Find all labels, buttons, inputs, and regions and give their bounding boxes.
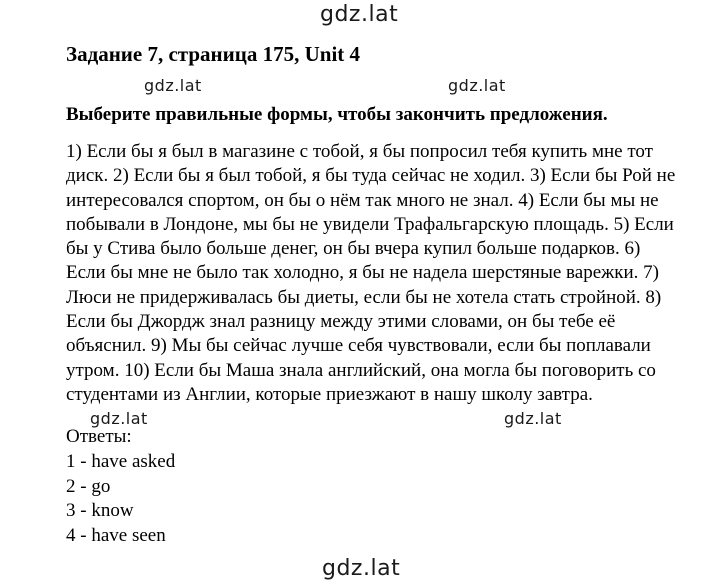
- answer-item: 4 - have seen: [66, 524, 166, 546]
- answer-item: 3 - know: [66, 500, 134, 521]
- answers-list: [66, 450, 175, 548]
- exercise-text: 1) Если бы я был в магазине с тобой, я бы попросил тебя купить мне тот диск. 2) Если бы я был тобой, я бы туда сейчас не ходил. 3) Если бы Рой не интересовался спортом, он бы о нём так много не знал. 4) Если бы мы не побывали в Лондоне, мы бы не увидели Трафальгарскую площадь. 5) Если бы у Стива было больше денег, он бы вчера купил больше подарков. 6) Если бы мне не было так холодно, я бы не надела шерстяные варежки. 7) Люси не придерживалась бы диеты, если бы не хотела стать стройной. 8) Если бы Джордж знал разницу между этими словами, он бы тебе её объяснил. 9) Мы бы сейчас лучше себя чувствовали, если бы поплавали утром. 10) Если бы Маша знала английский, она могла бы поговорить со студентами из Англии, которые приезжают в нашу школу завтра.: [66, 141, 676, 405]
- answers-heading: Ответы:: [66, 426, 132, 447]
- page-title: Задание 7, страница 175, Unit 4: [66, 42, 361, 66]
- watermark-low-left: gdz.lat: [90, 409, 148, 428]
- watermark-mid-left: gdz.lat: [144, 76, 202, 95]
- watermark-bottom: gdz.lat: [322, 556, 401, 581]
- watermark-mid-right: gdz.lat: [448, 76, 506, 95]
- task-instruction: Выберите правильные формы, чтобы закончить предложения.: [66, 104, 608, 125]
- answer-item: 2 - go: [66, 475, 111, 497]
- watermark-top: gdz.lat: [320, 2, 399, 27]
- watermark-low-right: gdz.lat: [504, 409, 562, 428]
- answer-item: 1 - have asked: [66, 451, 176, 472]
